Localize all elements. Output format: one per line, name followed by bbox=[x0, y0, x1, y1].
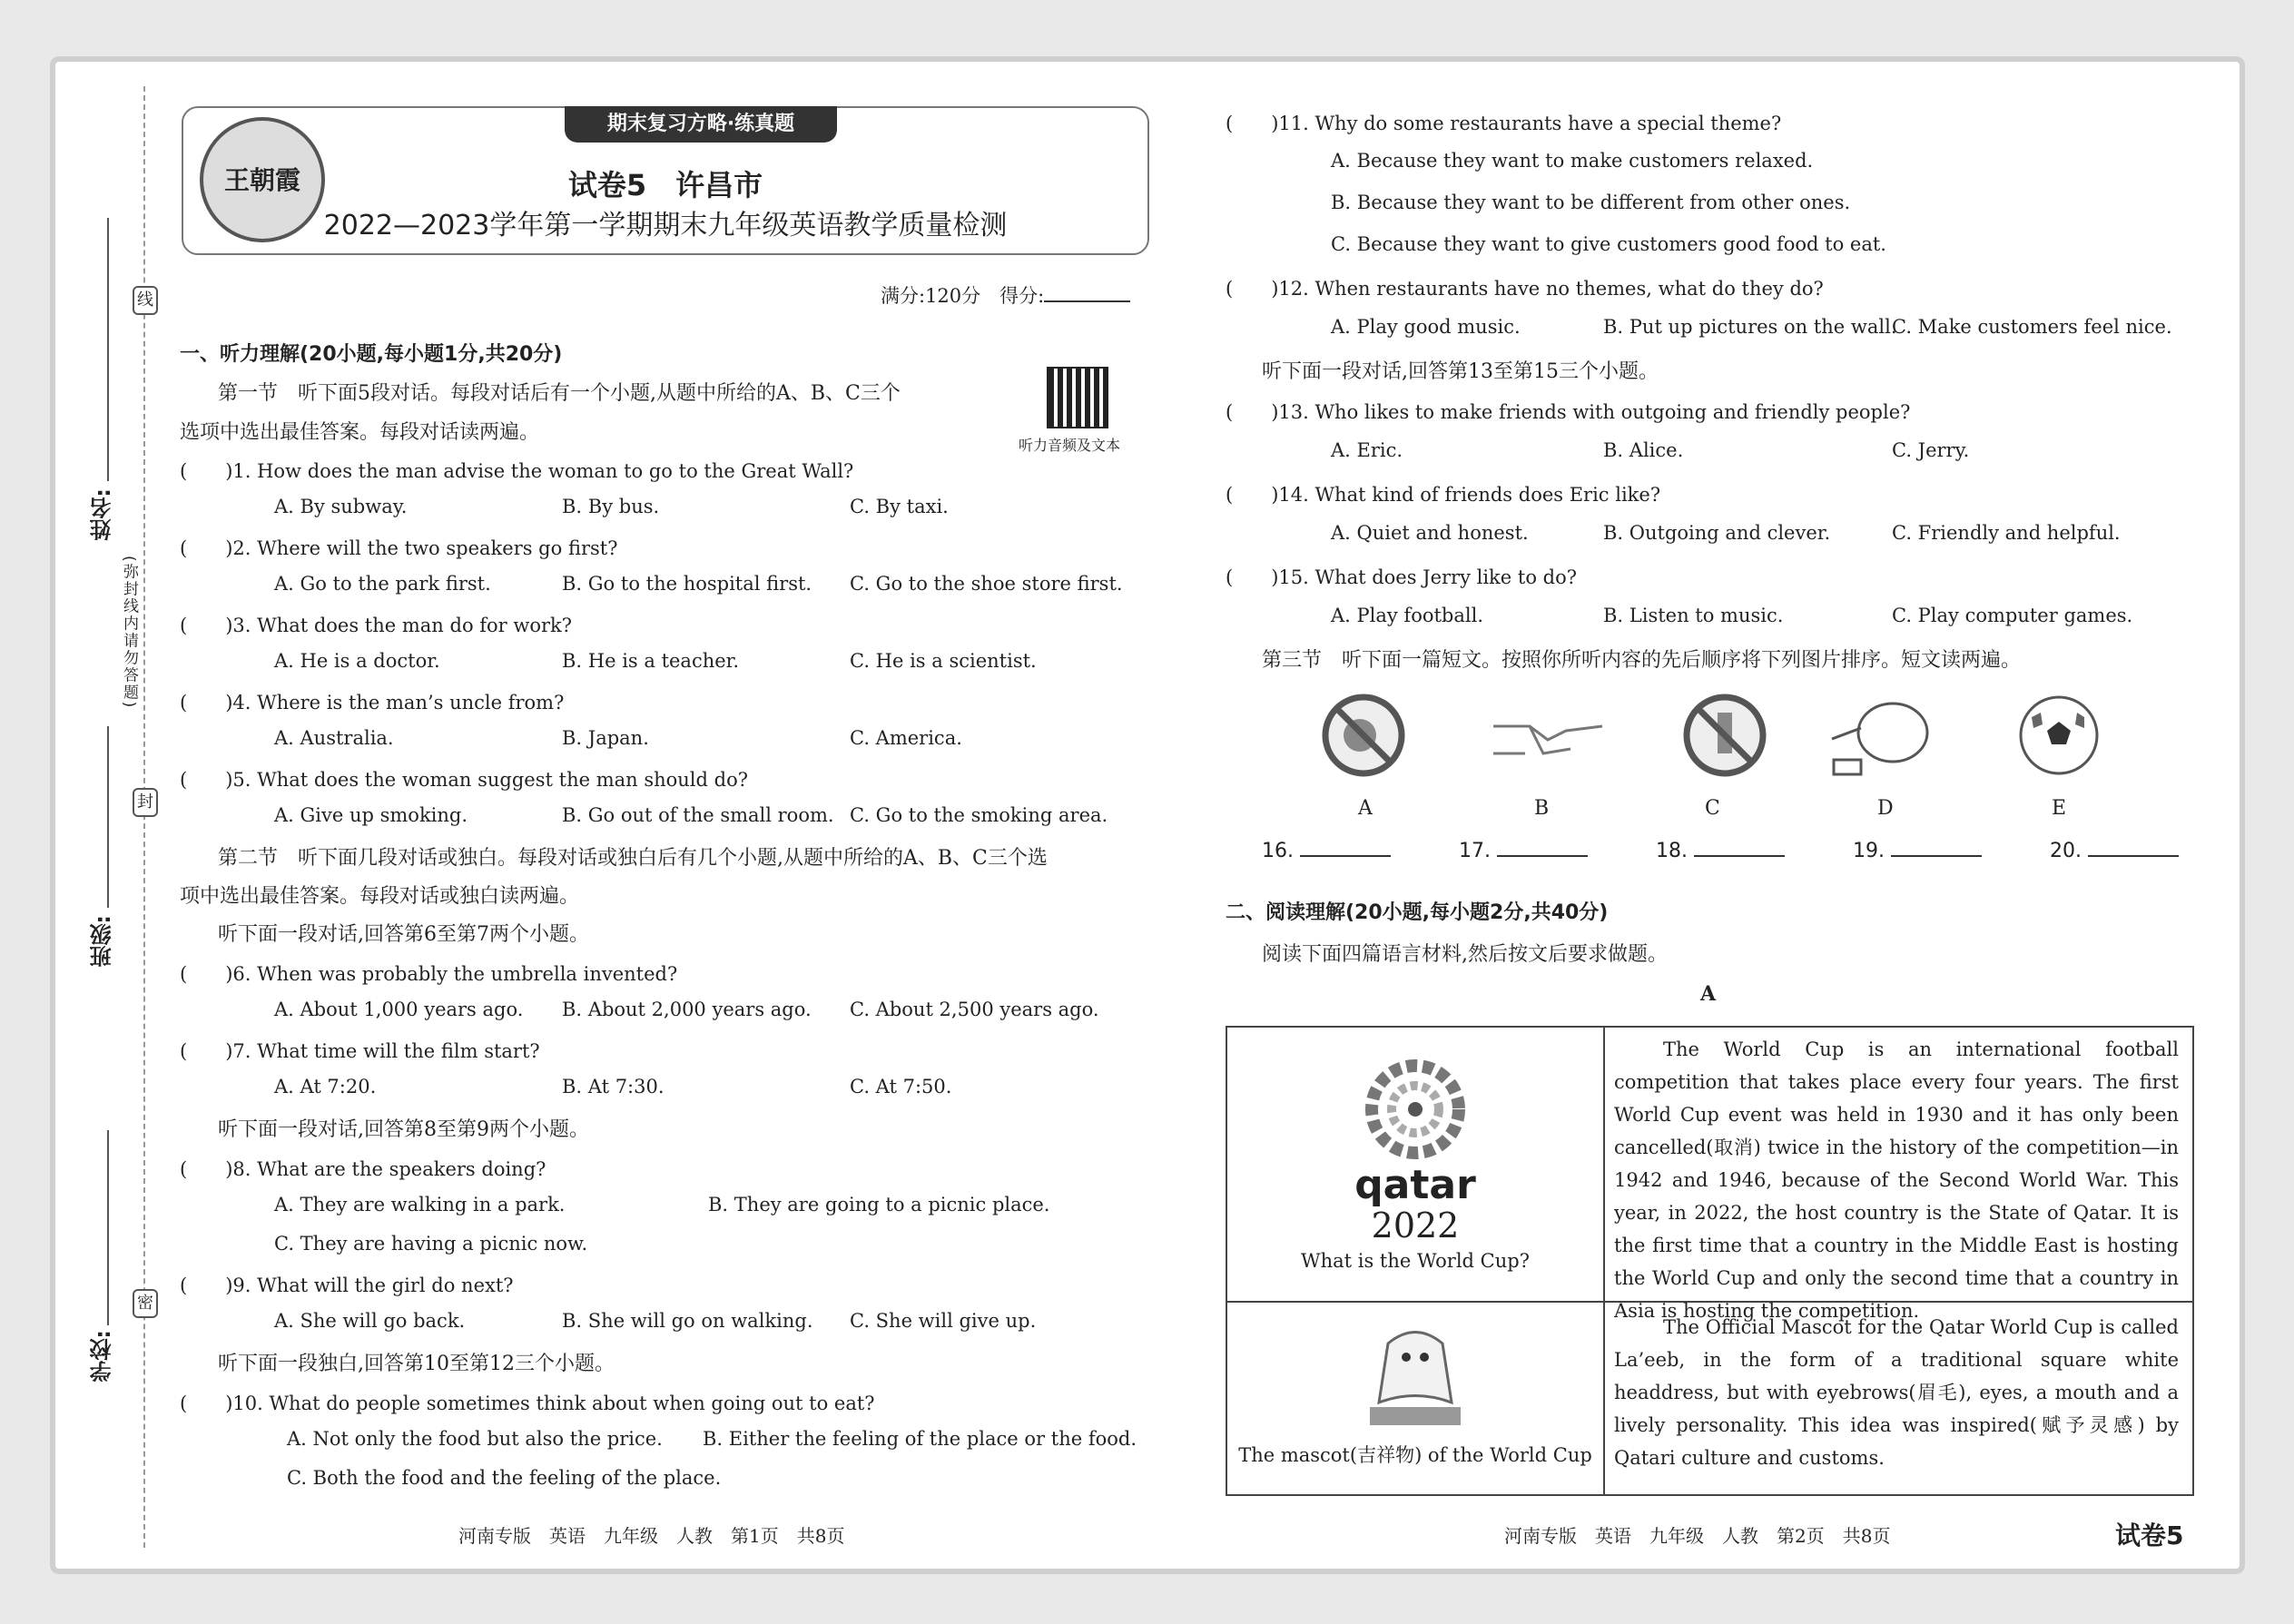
q4-option-c: C. America. bbox=[850, 727, 962, 749]
school-label: 学校: bbox=[90, 1330, 115, 1383]
qatar-wordmark: qatar bbox=[1354, 1162, 1476, 1208]
q13-option-b: B. Alice. bbox=[1603, 439, 1684, 461]
header-tag: 期末复习方略·练真题 bbox=[565, 106, 837, 143]
header-box bbox=[182, 106, 1149, 255]
q10-option-c: C. Both the food and the feeling of the place. bbox=[287, 1467, 722, 1489]
intro-10-12: 听下面一段独白,回答第10至第12三个小题。 bbox=[218, 1353, 615, 1375]
q12-option-a: A. Play good music. bbox=[1331, 316, 1521, 338]
q7-option-a: A. At 7:20. bbox=[274, 1076, 377, 1097]
q3-option-a: A. He is a doctor. bbox=[274, 650, 440, 672]
picture-label-e: E bbox=[2052, 797, 2067, 820]
question-13: ( )13. Who likes to make friends with outgoing and friendly people? bbox=[1226, 401, 1911, 423]
score-label: 满分:120分 得分: bbox=[881, 285, 1045, 307]
q8-option-b: B. They are going to a picnic place. bbox=[708, 1194, 1050, 1216]
no-shouting-icon bbox=[1318, 690, 1409, 781]
picture-label-d: D bbox=[1877, 797, 1894, 820]
part1-heading: 一、听力理解(20小题,每小题1分,共20分) bbox=[180, 343, 563, 366]
qr-code[interactable] bbox=[1047, 367, 1108, 428]
qatar-year: 2022 bbox=[1371, 1206, 1460, 1245]
q10-option-b: B. Either the feeling of the place or the food. bbox=[703, 1428, 1137, 1450]
q6-option-c: C. About 2,500 years ago. bbox=[850, 999, 1099, 1020]
bind-mark-mi: 密 bbox=[133, 1289, 158, 1318]
answer-19[interactable]: 19. bbox=[1853, 840, 1982, 862]
q6-option-a: A. About 1,000 years ago. bbox=[274, 999, 524, 1020]
class-field[interactable] bbox=[107, 726, 109, 908]
question-15: ( )15. What does Jerry like to do? bbox=[1226, 566, 1577, 588]
question-10: ( )10. What do people sometimes think about when going out to eat? bbox=[180, 1393, 875, 1414]
picture-label-b: B bbox=[1534, 797, 1550, 820]
q9-option-c: C. She will give up. bbox=[850, 1310, 1037, 1332]
q1-option-a: A. By subway. bbox=[274, 496, 408, 517]
reading-table bbox=[1226, 1026, 2194, 1496]
q7-option-b: B. At 7:30. bbox=[562, 1076, 665, 1097]
score-line bbox=[881, 281, 1130, 309]
question-3: ( )3. What does the man do for work? bbox=[180, 615, 573, 636]
name-label: 姓名: bbox=[90, 488, 115, 541]
footer-right: 河南专版 英语 九年级 人教 第2页 共8页 bbox=[1504, 1525, 1891, 1547]
paper-badge: 试卷5 bbox=[2115, 1521, 2184, 1550]
q11-option-c: C. Because they want to give customers good food to eat. bbox=[1331, 233, 1886, 255]
question-7: ( )7. What time will the film start? bbox=[180, 1040, 540, 1062]
logo-text: 王朝霞 bbox=[223, 165, 300, 195]
q9-option-a: A. She will go back. bbox=[274, 1310, 466, 1332]
intro-6-7: 听下面一段对话,回答第6至第7两个小题。 bbox=[218, 923, 589, 946]
picture-label-c: C bbox=[1705, 797, 1720, 820]
sec1-line1: 第一节 听下面5段对话。每段对话后有一个小题,从题中所给的A、B、C三个 bbox=[218, 382, 901, 405]
q2-option-a: A. Go to the park first. bbox=[274, 573, 491, 595]
answer-20[interactable]: 20. bbox=[2050, 840, 2179, 862]
question-14: ( )14. What kind of friends does Eric like? bbox=[1226, 484, 1661, 506]
intro-13-15: 听下面一段对话,回答第13至第15三个小题。 bbox=[1262, 360, 1659, 383]
q11-option-b: B. Because they want to be different from other ones. bbox=[1331, 192, 1851, 213]
q4-option-a: A. Australia. bbox=[274, 727, 394, 749]
school-field[interactable] bbox=[107, 1130, 109, 1325]
q13-option-a: A. Eric. bbox=[1331, 439, 1403, 461]
question-12: ( )12. When restaurants have no themes, what do they do? bbox=[1226, 278, 1824, 300]
question-4: ( )4. Where is the man’s uncle from? bbox=[180, 692, 565, 714]
answer-16[interactable]: 16. bbox=[1262, 840, 1391, 862]
question-8: ( )8. What are the speakers doing? bbox=[180, 1158, 546, 1180]
q8-option-c: C. They are having a picnic now. bbox=[274, 1233, 588, 1255]
q5-option-b: B. Go out of the small room. bbox=[562, 804, 834, 826]
q1-option-c: C. By taxi. bbox=[850, 496, 949, 517]
mascot-image bbox=[1361, 1316, 1470, 1434]
caption-mascot: The mascot(吉祥物) of the World Cup bbox=[1238, 1444, 1592, 1466]
bind-mark-feng: 封 bbox=[133, 788, 158, 817]
passage-a-para2: The Official Mascot for the Qatar World Cup is called La’eeb, in the form of a traditional square white headdress, but with eyebrows(眉毛), eyes, a mouth and a lively personality. This idea was inspired(赋予灵感) by Qatari culture and customs. bbox=[1614, 1316, 2179, 1469]
intro-8-9: 听下面一段对话,回答第8至第9两个小题。 bbox=[218, 1118, 589, 1141]
q13-option-c: C. Jerry. bbox=[1892, 439, 1970, 461]
q8-option-a: A. They are walking in a park. bbox=[274, 1194, 566, 1216]
q3-option-b: B. He is a teacher. bbox=[562, 650, 740, 672]
picture-label-a: A bbox=[1358, 797, 1373, 820]
answer-18[interactable]: 18. bbox=[1656, 840, 1785, 862]
q2-option-c: C. Go to the shoe store first. bbox=[850, 573, 1123, 595]
q12-option-c: C. Make customers feel nice. bbox=[1892, 316, 2172, 338]
no-littering-icon bbox=[1679, 690, 1770, 781]
question-5: ( )5. What does the woman suggest the man should do? bbox=[180, 769, 748, 791]
part2-intro: 阅读下面四篇语言材料,然后按文后要求做题。 bbox=[1262, 943, 1668, 966]
exam-title: 2022—2023学年第一学期期末九年级英语教学质量检测 bbox=[323, 210, 1008, 241]
q4-option-b: B. Japan. bbox=[562, 727, 649, 749]
q5-option-a: A. Give up smoking. bbox=[274, 804, 468, 826]
name-field[interactable] bbox=[107, 218, 109, 481]
question-6: ( )6. When was probably the umbrella invented? bbox=[180, 963, 678, 985]
q12-option-b: B. Put up pictures on the wall. bbox=[1603, 316, 1897, 338]
score-field[interactable] bbox=[1044, 300, 1130, 302]
q6-option-b: B. About 2,000 years ago. bbox=[562, 999, 812, 1020]
teapot-icon bbox=[1825, 683, 1938, 782]
question-9: ( )9. What will the girl do next? bbox=[180, 1275, 514, 1296]
footer-left: 河南专版 英语 九年级 人教 第1页 共8页 bbox=[458, 1525, 845, 1547]
q3-option-c: C. He is a scientist. bbox=[850, 650, 1037, 672]
q9-option-b: B. She will go on walking. bbox=[562, 1310, 813, 1332]
q11-option-a: A. Because they want to make customers relaxed. bbox=[1331, 150, 1814, 172]
caption-world-cup: What is the World Cup? bbox=[1301, 1250, 1530, 1272]
passage-a-para1: The World Cup is an international football competition that takes place every four years. The first World Cup event was held in 1930 and it has only been cancelled(取消) twice in the history of the competition—in 1942 and 1946, because of the Second World War. This year, in 2022, the host country is the State of Qatar. It is the first time that a country in the Middle East is hosting the World Cup and only the second time that a country in Asia is hosting the competition. bbox=[1614, 1038, 2179, 1322]
passage-label: A bbox=[1700, 982, 1717, 1006]
paper-title: 试卷5 许昌市 bbox=[567, 168, 763, 202]
q15-option-a: A. Play football. bbox=[1331, 605, 1483, 626]
football-icon bbox=[2013, 690, 2104, 781]
q15-option-c: C. Play computer games. bbox=[1892, 605, 2133, 626]
seal-note: (弥封线内请勿答题) bbox=[120, 556, 138, 710]
part2-heading: 二、阅读理解(20小题,每小题2分,共40分) bbox=[1226, 901, 1609, 924]
qr-caption: 听力音频及文本 bbox=[1019, 437, 1121, 454]
q1-option-b: B. By bus. bbox=[562, 496, 660, 517]
sec3-intro: 第三节 听下面一篇短文。按照你所听内容的先后顺序将下列图片排序。短文读两遍。 bbox=[1262, 649, 2022, 672]
answer-17[interactable]: 17. bbox=[1459, 840, 1588, 862]
table-divider-vertical bbox=[1603, 1028, 1605, 1494]
q5-option-c: C. Go to the smoking area. bbox=[850, 804, 1108, 826]
q15-option-b: B. Listen to music. bbox=[1603, 605, 1784, 626]
class-label: 班级: bbox=[90, 915, 115, 968]
question-11: ( )11. Why do some restaurants have a special theme? bbox=[1226, 113, 1782, 134]
question-1: ( )1. How does the man advise the woman to go to the Great Wall? bbox=[180, 460, 854, 482]
sec2-line1: 第二节 听下面几段对话或独白。每段对话或独白后有几个小题,从题中所给的A、B、C三个选 bbox=[218, 847, 1048, 870]
q7-option-c: C. At 7:50. bbox=[850, 1076, 952, 1097]
q14-option-c: C. Friendly and helpful. bbox=[1892, 522, 2121, 544]
question-2: ( )2. Where will the two speakers go first? bbox=[180, 537, 618, 559]
handshake-icon bbox=[1489, 690, 1607, 781]
q10-option-a: A. Not only the food but also the price. bbox=[287, 1428, 663, 1450]
q2-option-b: B. Go to the hospital first. bbox=[562, 573, 812, 595]
sec2-line2: 项中选出最佳答案。每段对话或独白读两遍。 bbox=[180, 885, 580, 908]
qatar-emblem bbox=[1352, 1055, 1479, 1164]
sec1-line2: 选项中选出最佳答案。每段对话读两遍。 bbox=[180, 421, 540, 444]
q14-option-b: B. Outgoing and clever. bbox=[1603, 522, 1831, 544]
bind-mark-xian: 线 bbox=[133, 286, 158, 315]
q14-option-a: A. Quiet and honest. bbox=[1331, 522, 1529, 544]
